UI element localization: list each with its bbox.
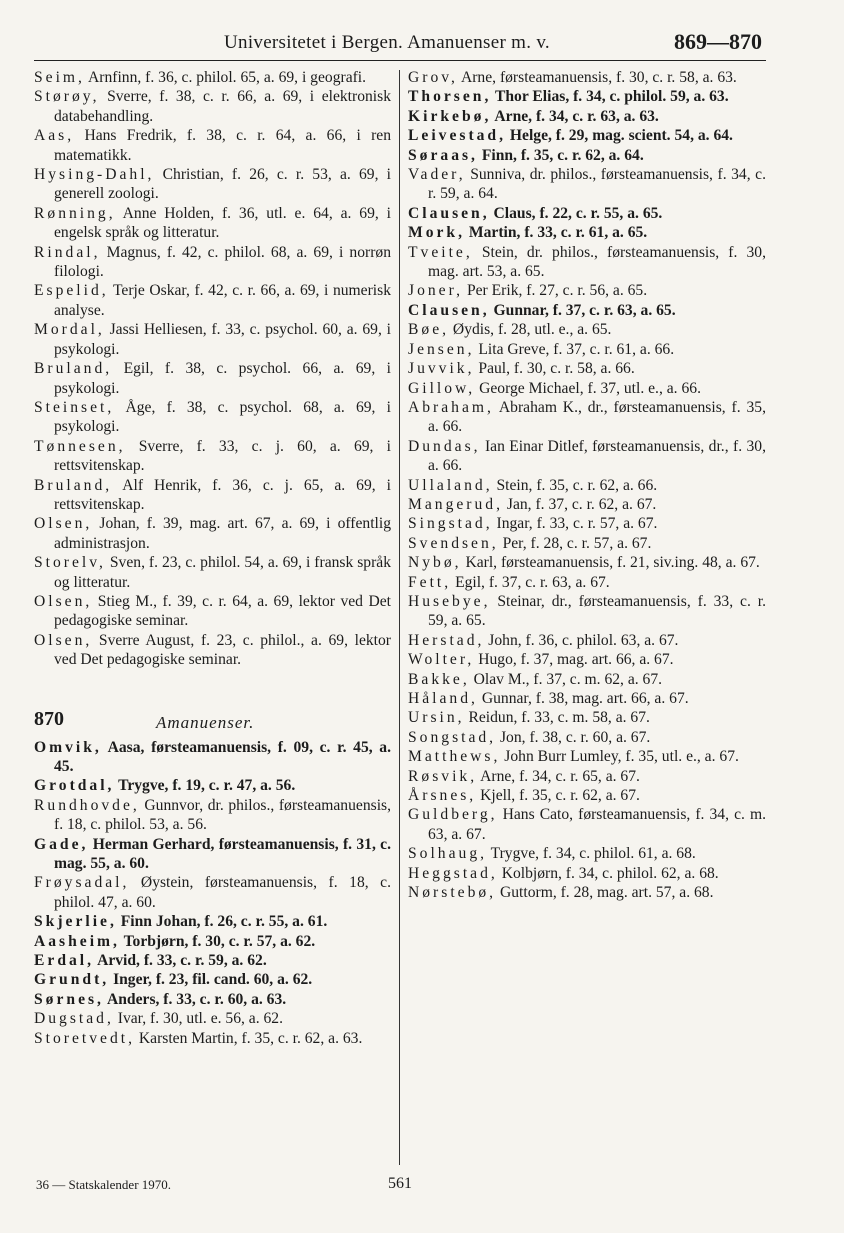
person-surname: Olsen,: [34, 515, 93, 533]
list-item: [34, 126, 391, 165]
entry-details: Alf Henrik, f. 36, c. j. 65, a. 69, i rettsvitenskap.: [54, 476, 391, 513]
list-item: [34, 553, 391, 592]
entry-details: Guttorm, f. 28, mag. art. 57, a. 68.: [496, 884, 714, 902]
list-item: [408, 437, 766, 476]
list-item: [34, 398, 391, 437]
list-item: [408, 243, 766, 282]
column-divider: [399, 70, 400, 1165]
person-surname: Songstad,: [408, 728, 497, 746]
entry-details: Finn, f. 35, c. r. 62, a. 64.: [477, 146, 644, 164]
list-item: [34, 835, 391, 874]
entry-list: [34, 68, 391, 670]
person-surname: Guldberg,: [408, 806, 498, 824]
list-item: [408, 573, 766, 592]
person-surname: Singstad,: [408, 515, 493, 533]
list-item: [408, 844, 766, 863]
person-surname: Årsnes,: [408, 787, 477, 805]
list-item: [34, 68, 391, 87]
person-surname: Bruland,: [34, 476, 113, 494]
person-surname: Heggstad,: [408, 864, 498, 882]
entry-details: Jon, f. 38, c. r. 60, a. 67.: [496, 728, 651, 746]
list-item: [408, 631, 766, 650]
page-number: 561: [388, 1175, 412, 1192]
person-surname: Dugstad,: [34, 1010, 114, 1028]
entry-details: Abraham K., dr., førsteamanuensis, f. 35, a. 66.: [428, 398, 766, 436]
list-item: [408, 320, 766, 339]
page-header: [34, 26, 766, 61]
person-surname: Røsvik,: [408, 767, 478, 785]
entry-details: Åge, f. 38, c. psychol. 68, a. 69, i psykologi.: [54, 398, 391, 436]
person-surname: Bakke,: [408, 670, 470, 688]
entry-details: Anne Holden, f. 36, utl. e. 64, a. 69, i engelsk språk og litteratur.: [54, 204, 391, 242]
entry-details: Kolbjørn, f. 34, c. philol. 62, a. 68.: [497, 864, 719, 882]
list-item: [34, 437, 391, 476]
entry-details: Arnfinn, f. 36, c. philol. 65, a. 69, i geografi.: [84, 69, 367, 86]
person-surname: Bruland,: [34, 360, 113, 378]
person-surname: Svendsen,: [408, 534, 499, 552]
list-item: [408, 883, 766, 902]
entry-details: Karsten Martin, f. 35, c. r. 62, a. 63.: [135, 1029, 363, 1047]
entry-details: Gunnar, f. 38, mag. art. 66, a. 67.: [477, 690, 689, 707]
section-number: 870: [34, 707, 64, 730]
entry-details: Christian, f. 26, c. r. 53, a. 69, i generell zoologi.: [54, 166, 391, 203]
entry-details: Stein, f. 35, c. r. 62, a. 66.: [492, 476, 658, 494]
section-entry-list: [34, 738, 391, 1049]
entry-details: Per, f. 28, c. r. 57, a. 67.: [498, 534, 652, 552]
list-item: [408, 359, 766, 378]
entry-details: Helge, f. 29, mag. scient. 54, a. 64.: [506, 127, 733, 145]
person-surname: Dundas,: [408, 437, 481, 455]
person-surname: Herstad,: [408, 631, 485, 649]
list-item: [408, 398, 766, 437]
person-surname: Ullaland,: [408, 476, 493, 494]
person-surname: Nybø,: [408, 554, 462, 572]
list-item: [408, 767, 766, 786]
list-item: [34, 631, 391, 670]
person-surname: Jensen,: [408, 340, 475, 358]
list-item: [408, 553, 766, 572]
entry-details: Trygve, f. 19, c. r. 47, a. 56.: [114, 777, 296, 795]
list-item: [34, 592, 391, 631]
person-surname: Storetvedt,: [34, 1029, 135, 1047]
list-item: [408, 107, 766, 126]
person-surname: Gade,: [34, 835, 89, 853]
list-item: [34, 204, 391, 243]
person-surname: Mangerud,: [408, 495, 503, 513]
person-surname: Abraham,: [408, 398, 494, 416]
person-surname: Gillow,: [408, 379, 476, 397]
entry-details: Aasa, førsteamanuensis, f. 09, c. r. 45, a. 45.: [54, 738, 391, 775]
list-item: [408, 534, 766, 553]
list-item: [34, 1009, 391, 1028]
entry-details: Gunnar, f. 37, c. r. 63, a. 65.: [489, 301, 676, 319]
person-surname: Steinset,: [34, 398, 115, 416]
list-item: [34, 912, 391, 931]
list-item: [34, 873, 391, 912]
person-surname: Grotdal,: [34, 777, 115, 795]
person-surname: Leivestad,: [408, 127, 507, 145]
list-item: [34, 932, 391, 951]
list-item: [408, 87, 766, 106]
list-item: [408, 786, 766, 805]
section-title: Amanuenser.: [156, 712, 255, 732]
person-surname: Vader,: [408, 166, 466, 184]
list-item: [34, 87, 391, 126]
entry-details: Egil, f. 38, c. psychol. 66, a. 69, i psykologi.: [54, 360, 391, 397]
entry-details: Jassi Helliesen, f. 33, c. psychol. 60, a. 69, i psykologi.: [54, 321, 391, 358]
person-surname: Matthews,: [408, 748, 501, 766]
entry-details: Sverre August, f. 23, c. philol., a. 69, lektor ved Det pedagogiske seminar.: [54, 631, 391, 669]
person-surname: Rindal,: [34, 243, 101, 261]
page-numbers: 869—870: [674, 29, 762, 54]
entry-details: Arne, f. 34, c. r. 65, a. 67.: [477, 767, 640, 785]
entry-details: Sverre, f. 38, c. r. 66, a. 69, i elektronisk databehandling.: [54, 88, 391, 125]
person-surname: Rønning,: [34, 204, 116, 222]
list-item: [408, 340, 766, 359]
list-item: [408, 165, 766, 204]
list-item: [408, 476, 766, 495]
entry-details: Olav M., f. 37, c. m. 62, a. 67.: [469, 670, 663, 688]
person-surname: Håland,: [408, 690, 478, 707]
list-item: [34, 1029, 391, 1048]
running-title: Universitetet i Bergen. Amanuenser m. v.: [224, 32, 550, 53]
person-surname: Mork,: [408, 224, 466, 242]
list-item: [408, 223, 766, 242]
list-item: [34, 281, 391, 320]
section-heading: [34, 707, 391, 734]
list-item: [34, 320, 391, 359]
person-surname: Solhaug,: [408, 845, 488, 863]
entry-details: Ian Einar Ditlef, førsteamanuensis, dr., f. 30, a. 66.: [428, 437, 766, 475]
entry-details: George Michael, f. 37, utl. e., a. 66.: [475, 379, 701, 397]
entry-details: Terje Oskar, f. 42, c. r. 66, a. 69, i numerisk analyse.: [54, 282, 391, 319]
person-surname: Aas,: [34, 127, 75, 145]
list-item: [408, 689, 766, 708]
entry-details: Thor Elias, f. 34, c. philol. 59, a. 63.: [491, 88, 729, 106]
list-item: [408, 592, 766, 631]
entry-details: Johan, f. 39, mag. art. 67, a. 69, i offentlig administrasjon.: [54, 515, 391, 552]
entry-details: Øydis, f. 28, utl. e., a. 65.: [449, 321, 612, 339]
person-surname: Storelv,: [34, 554, 106, 572]
person-surname: Clausen,: [408, 204, 490, 222]
entry-details: Stieg M., f. 39, c. r. 64, a. 69, lektor ved Det pedagogiske seminar.: [54, 592, 391, 630]
entry-details: John, f. 36, c. philol. 63, a. 67.: [484, 631, 679, 649]
person-surname: Frøysadal,: [34, 874, 130, 892]
entry-details: Stein, dr. philos., førsteamanuensis, f. 30, mag. art. 53, a. 65.: [428, 243, 766, 281]
list-item: [408, 379, 766, 398]
entry-details: Paul, f. 30, c. r. 58, a. 66.: [474, 360, 635, 378]
list-item: [408, 301, 766, 320]
entry-details: Ivar, f. 30, utl. e. 56, a. 62.: [113, 1010, 284, 1028]
list-item: [34, 165, 391, 204]
entry-details: Lita Greve, f. 37, c. r. 61, a. 66.: [474, 340, 675, 358]
entry-list: [408, 68, 766, 902]
list-item: [34, 970, 391, 989]
entry-details: Per Erik, f. 27, c. r. 56, a. 65.: [463, 282, 648, 300]
entry-details: Martin, f. 33, c. r. 61, a. 65.: [465, 224, 648, 242]
list-item: [34, 951, 391, 970]
list-item: [408, 728, 766, 747]
entry-details: Steinar, dr., førsteamanuensis, f. 33, c. r. 59, a. 65.: [428, 592, 766, 630]
person-surname: Aasheim,: [34, 932, 120, 950]
entry-details: Claus, f. 22, c. r. 55, a. 65.: [489, 204, 663, 222]
list-item: [408, 708, 766, 727]
list-item: [34, 243, 391, 282]
entry-details: Egil, f. 37, c. r. 63, a. 67.: [451, 573, 610, 591]
entry-details: Magnus, f. 42, c. philol. 68, a. 69, i norrøn filologi.: [54, 243, 391, 281]
person-surname: Fett,: [408, 573, 452, 591]
person-surname: Grundt,: [34, 971, 110, 989]
list-item: [408, 805, 766, 844]
person-surname: Thorsen,: [408, 88, 492, 106]
list-item: [408, 281, 766, 300]
person-surname: Juvvik,: [408, 360, 475, 378]
person-surname: Erdal,: [34, 952, 95, 970]
entry-details: Øystein, førsteamanuensis, f. 18, c. philol. 47, a. 60.: [54, 874, 391, 911]
entry-details: Torbjørn, f. 30, c. r. 57, a. 62.: [119, 932, 316, 950]
person-surname: Omvik,: [34, 738, 102, 756]
entry-details: Hans Cato, førsteamanuensis, f. 34, c. m. 63, a. 67.: [428, 806, 766, 843]
entry-details: Arne, førsteamanuensis, f. 30, c. r. 58, a. 63.: [457, 69, 737, 86]
list-item: [408, 146, 766, 165]
list-item: [408, 126, 766, 145]
entry-details: Ingar, f. 33, c. r. 57, a. 67.: [492, 515, 658, 533]
entry-details: Arvid, f. 33, c. r. 59, a. 62.: [94, 952, 267, 970]
list-item: [408, 747, 766, 766]
list-item: [408, 204, 766, 223]
entry-details: Sverre, f. 33, c. j. 60, a. 69, i rettsvitenskap.: [54, 437, 391, 475]
person-surname: Sørnes,: [34, 990, 104, 1008]
person-surname: Søraas,: [408, 146, 478, 164]
entry-details: Kjell, f. 35, c. r. 62, a. 67.: [476, 787, 640, 805]
entry-details: Inger, f. 23, fil. cand. 60, a. 62.: [109, 971, 313, 989]
list-item: [34, 514, 391, 553]
person-surname: Ursin,: [408, 709, 465, 727]
person-surname: Joner,: [408, 282, 464, 300]
person-surname: Olsen,: [34, 592, 93, 610]
footer-signature: 36 — Statskalender 1970.: [36, 1177, 172, 1192]
right-column: [408, 68, 766, 902]
person-surname: Skjerlie,: [34, 913, 117, 931]
list-item: [408, 650, 766, 669]
person-surname: Tønnesen,: [34, 437, 126, 455]
entry-details: Gunnvor, dr. philos., førsteamanuensis, f. 18, c. philol. 53, a. 56.: [54, 796, 391, 834]
person-surname: Tveite,: [408, 243, 473, 261]
entry-details: Herman Gerhard, førsteamanuensis, f. 31, c. mag. 55, a. 60.: [54, 835, 391, 873]
person-surname: Clausen,: [408, 301, 490, 319]
list-item: [408, 495, 766, 514]
person-surname: Olsen,: [34, 631, 93, 649]
list-item: [34, 738, 391, 777]
list-item: [408, 514, 766, 533]
list-item: [34, 796, 391, 835]
person-surname: Størøy,: [34, 88, 100, 106]
entry-details: John Burr Lumley, f. 35, utl. e., a. 67.: [500, 748, 739, 766]
person-surname: Kirkebø,: [408, 107, 492, 125]
person-surname: Husebye,: [408, 592, 491, 610]
entry-details: Trygve, f. 34, c. philol. 61, a. 68.: [487, 845, 696, 863]
person-surname: Espelid,: [34, 282, 109, 300]
entry-details: Finn Johan, f. 26, c. r. 55, a. 61.: [116, 913, 328, 931]
list-item: [408, 68, 766, 87]
entry-details: Anders, f. 33, c. r. 60, a. 63.: [103, 990, 287, 1008]
entry-details: Sven, f. 23, c. philol. 54, a. 69, i fransk språk og litteratur.: [54, 554, 391, 591]
person-surname: Seim,: [34, 69, 85, 86]
person-surname: Bøe,: [408, 321, 450, 339]
entry-details: Arne, f. 34, c. r. 63, a. 63.: [491, 107, 659, 125]
person-surname: Nørstebø,: [408, 884, 497, 902]
person-surname: Rundhovde,: [34, 796, 140, 814]
list-item: [408, 864, 766, 883]
left-column: [34, 68, 391, 1048]
list-item: [34, 476, 391, 515]
person-surname: Wolter,: [408, 651, 475, 669]
list-item: [34, 776, 391, 795]
list-item: [408, 670, 766, 689]
entry-details: Reidun, f. 33, c. m. 58, a. 67.: [464, 709, 650, 727]
list-item: [34, 990, 391, 1009]
list-item: [34, 359, 391, 398]
entry-details: Karl, førsteamanuensis, f. 21, siv.ing. 48, a. 67.: [461, 554, 760, 572]
entry-details: Jan, f. 37, c. r. 62, a. 67.: [503, 495, 657, 513]
person-surname: Mordal,: [34, 321, 105, 339]
entry-details: Hugo, f. 37, mag. art. 66, a. 67.: [474, 651, 674, 669]
entry-details: Sunniva, dr. philos., førsteamanuensis, f. 34, c. r. 59, a. 64.: [428, 166, 766, 203]
person-surname: Grov,: [408, 69, 458, 86]
entry-details: Hans Fredrik, f. 38, c. r. 64, a. 66, i ren matematikk.: [54, 127, 391, 164]
person-surname: Hysing-Dahl,: [34, 166, 155, 184]
